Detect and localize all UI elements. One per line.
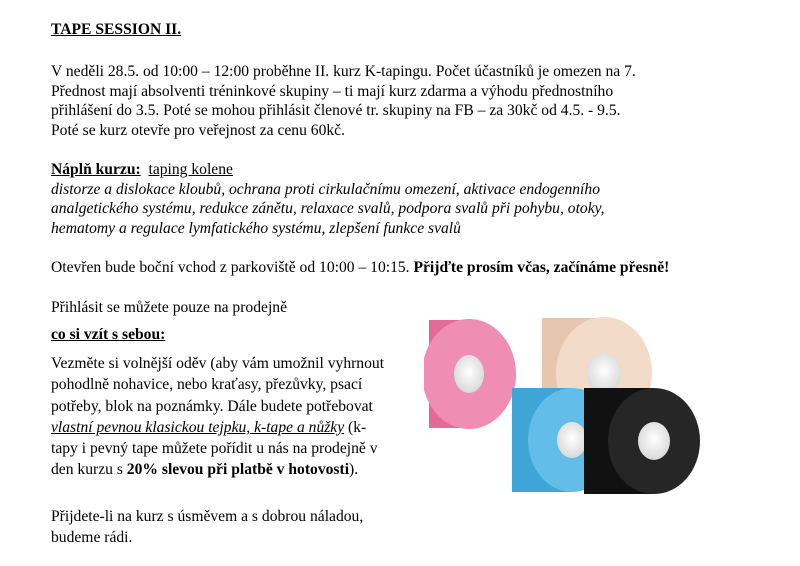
content-line: analgetického systému, redukce zánětu, relaxace svalů, podpora svalů při pohybu, otoky, [51, 200, 605, 217]
intro-line: Poté se kurz otevře pro veřejnost za cenu 60kč. [51, 121, 346, 139]
kinesio-tape-rolls-image [424, 300, 724, 500]
course-topic: taping kolene [148, 161, 233, 178]
pink-tape-roll [424, 319, 516, 429]
what-to-bring-heading: co si vzít s sebou: [51, 326, 166, 343]
required-items: vlastní pevnou klasickou tejpku, k-tape a nůžky [51, 418, 345, 436]
page-title: TAPE SESSION II. [51, 21, 182, 38]
closing-paragraph: Přijdete-li na kurz s úsměvem a s dobrou náladou, budeme rádi. [51, 508, 364, 547]
entrance-note [51, 258, 761, 278]
entrance-bold: Přijďte prosím včas, začínáme přesně! [413, 259, 670, 276]
intro-paragraph [51, 62, 751, 140]
intro-line: Přednost mají absolventi tréninkové skupiny – ti mají kurz zdarma a výhodu přednostního [51, 82, 614, 100]
course-content-section [51, 160, 751, 238]
discount-text: 20% slevou při platbě v hotovosti [126, 461, 350, 479]
content-line: hematomy a regulace lymfatického systému, zlepšení funkce svalů [51, 219, 461, 237]
what-to-bring-paragraph: Vezměte si volnější oděv (aby vám umožnil vyhrnout pohodlně nohavice, nebo kraťasy, přezůvky, psací potřeby, blok na poznámky. Dále budete potřebovat vlastní pevnou klasickou tejpku, k-tape a nůžky (k- tapy i pevný tape můžete pořídit u nás na prodejně v den kurzu s 20% slevou při platbě v hotovosti). [51, 355, 385, 479]
signup-note: Přihlásit se můžete pouze na prodejně [51, 299, 287, 316]
intro-line: přihlášení do 3.5. Poté se mohou přihlásit členové tr. skupiny na FB – za 30kč od 4.5. - 9.5. [51, 102, 621, 119]
intro-line: V neděli 28.5. od 10:00 – 12:00 proběhne II. kurz K-tapingu. Počet účastníků je omezen na 7. [51, 63, 636, 80]
black-tape-roll [584, 388, 700, 494]
content-line: distorze a dislokace kloubů, ochrana proti cirkulačnímu omezení, aktivace endogenního [51, 180, 600, 198]
course-content-label: Náplň kurzu: [51, 161, 141, 178]
entrance-text: Otevřen bude boční vchod z parkoviště od 10:00 – 10:15. [51, 259, 414, 276]
